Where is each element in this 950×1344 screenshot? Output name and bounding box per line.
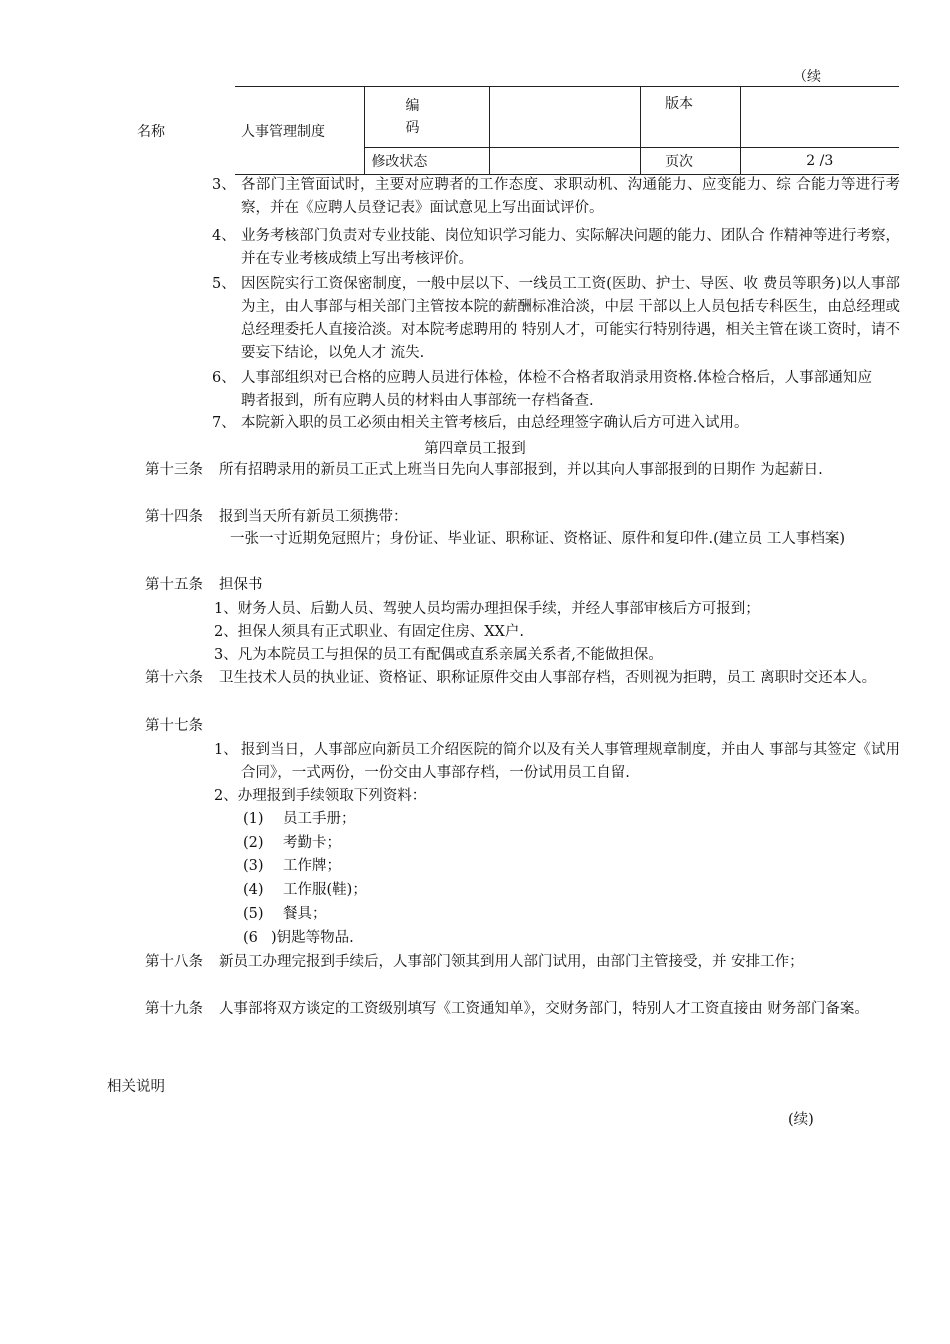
doc-name: 人事管理制度	[241, 123, 325, 140]
article-label: 第十五条	[145, 577, 203, 593]
page-number: 2 /3	[740, 148, 899, 175]
list-item	[212, 174, 900, 220]
code-value	[490, 87, 641, 148]
article-14	[145, 506, 900, 529]
list-item	[212, 273, 900, 365]
item-number: (2)	[243, 835, 264, 851]
related-notes-label: 相关说明	[107, 1079, 165, 1095]
list-item	[214, 598, 760, 621]
chapter-title: 第四章员工报到	[424, 441, 526, 457]
item-number: 7、	[212, 415, 236, 431]
article-text: 人事部将双方谈定的工资级别填写《工资通知单》，交财务部门，特别人才工资直接由 财务部门备案。	[219, 1001, 869, 1017]
item-text: 工作服(鞋)；	[283, 882, 367, 898]
list-item	[212, 367, 872, 413]
article-label: 第十九条	[145, 1001, 203, 1017]
item-text: 担保人须具有正式职业、有固定住房、XX户.	[237, 624, 524, 640]
sub-list-item	[243, 927, 354, 950]
item-text: 各部门主管面试时，主要对应聘者的工作态度、求职动机、沟通能力、应变能力、综 合能力等进行考察，并在《应聘人员登记表》面试意见上写出面试评价。	[241, 177, 900, 216]
article-text: 担保书	[219, 577, 263, 593]
version-label: 版本	[641, 87, 740, 148]
article-text	[219, 459, 900, 482]
article-label: 第十七条	[145, 718, 203, 734]
item-text: 员工手册；	[283, 811, 356, 827]
article-16	[145, 667, 900, 690]
article-19	[145, 998, 900, 1021]
sub-list-item	[243, 879, 367, 902]
code-label: 编码	[405, 98, 420, 136]
item-number: 2、	[214, 624, 238, 640]
item-text: 报到当日，人事部应向新员工介绍医院的简介以及有关人事管理规章制度，并由人 事部与其签定《试用合同》，一式两份，一份交由人事部存档，一份试用员工自留.	[241, 742, 900, 781]
item-number: (1)	[243, 811, 264, 827]
document-header-table	[235, 86, 899, 175]
code-label-cell	[365, 87, 490, 148]
item-text: 办理报到手续领取下列资料：	[237, 788, 427, 804]
article-label: 第十四条	[145, 509, 203, 525]
article-13	[145, 459, 900, 482]
sub-list-item	[243, 808, 356, 831]
list-item	[214, 739, 900, 785]
article-15	[145, 574, 900, 597]
item-number: (3)	[243, 858, 264, 874]
item-text: 财务人员、后勤人员、驾驶人员均需办理担保手续，并经人事部审核后方可报到；	[237, 601, 760, 617]
item-text: 餐具；	[283, 906, 327, 922]
sub-list-item	[243, 903, 327, 926]
item-number: 1、	[214, 742, 238, 758]
item-number: (5)	[243, 906, 264, 922]
item-number: (4)	[243, 882, 264, 898]
item-text: 考勤卡；	[283, 835, 341, 851]
item-number: 2、	[214, 788, 238, 804]
page-label: 页次	[641, 148, 740, 175]
list-item	[214, 644, 663, 667]
article-detail-text: 一张一寸近期免冠照片；身份证、毕业证、职称证、资格证、原件和复印件.(建立员 工人事档案)	[230, 531, 846, 547]
revision-label: 修改状态	[365, 148, 490, 175]
item-number: 1、	[214, 601, 238, 617]
article-14-detail	[230, 528, 900, 551]
continued-marker-top: （续	[793, 69, 821, 85]
item-number: 3、	[212, 177, 236, 193]
continued-marker-bottom: (续)	[788, 1112, 814, 1128]
article-label: 第十八条	[145, 954, 203, 970]
name-label: 名称	[137, 124, 165, 140]
item-text: 业务考核部门负责对专业技能、岗位知识学习能力、实际解决问题的能力、团队合 作精神等进行考察，并在专业考核成绩上写出考核评价。	[241, 228, 900, 267]
doc-name-cell	[235, 87, 365, 175]
sub-list-item	[243, 855, 341, 878]
list-item	[212, 225, 900, 271]
item-text: 工作牌；	[283, 858, 341, 874]
list-item	[214, 785, 426, 808]
item-text: 本院新入职的员工必须由相关主管考核后，由总经理签字确认后方可进入试用。	[241, 415, 749, 431]
article-text-line: 所有招聘录用的新员工正式上班当日先向人事部报到，并以其向人事部报到的日期作 为起薪日.	[219, 462, 823, 478]
sub-list-item	[243, 832, 341, 855]
item-number: 6、	[212, 370, 236, 386]
item-text: 人事部组织对已合格的应聘人员进行体检，体检不合格者取消录用资格.体检合格后，人事部通知应聘者报到，所有应聘人员的材料由人事部统一存档备查.	[241, 370, 872, 409]
article-label: 第十三条	[145, 462, 203, 478]
article-18	[145, 951, 900, 974]
item-text: 凡为本院员工与担保的员工有配偶或直系亲属关系者,不能做担保。	[237, 647, 663, 663]
item-number: 4、	[212, 228, 236, 244]
version-value	[740, 87, 899, 148]
item-number: 3、	[214, 647, 238, 663]
item-text: 因医院实行工资保密制度，一般中层以下、一线员工工资(医助、护士、导医、收 费员等职务)以人事部为主，由人事部与相关部门主管按本院的薪酬标准洽淡，中层 干部以上人员包括专科医生，由总经理或总经理委托人直接洽淡。对本院考虑聘用的 特别人才，可能实行特别待遇，相关主管在谈工资时，请不要妄下结论，以免人才 流失.	[241, 276, 900, 361]
article-text: 卫生技术人员的执业证、资格证、职称证原件交由人事部存档，否则视为拒聘，员工 离职时交还本人。	[219, 670, 877, 686]
list-item	[214, 621, 524, 644]
article-text: 新员工办理完报到手续后，人事部门领其到用人部门试用，由部门主管接受，并 安排工作；	[219, 954, 804, 970]
article-text: 报到当天所有新员工须携带：	[219, 509, 408, 525]
article-label: 第十六条	[145, 670, 203, 686]
item-text: )钥匙等物品.	[271, 930, 354, 946]
item-number: (6	[243, 930, 258, 946]
item-number: 5、	[212, 276, 236, 292]
revision-value	[490, 148, 641, 175]
list-item	[212, 412, 900, 435]
